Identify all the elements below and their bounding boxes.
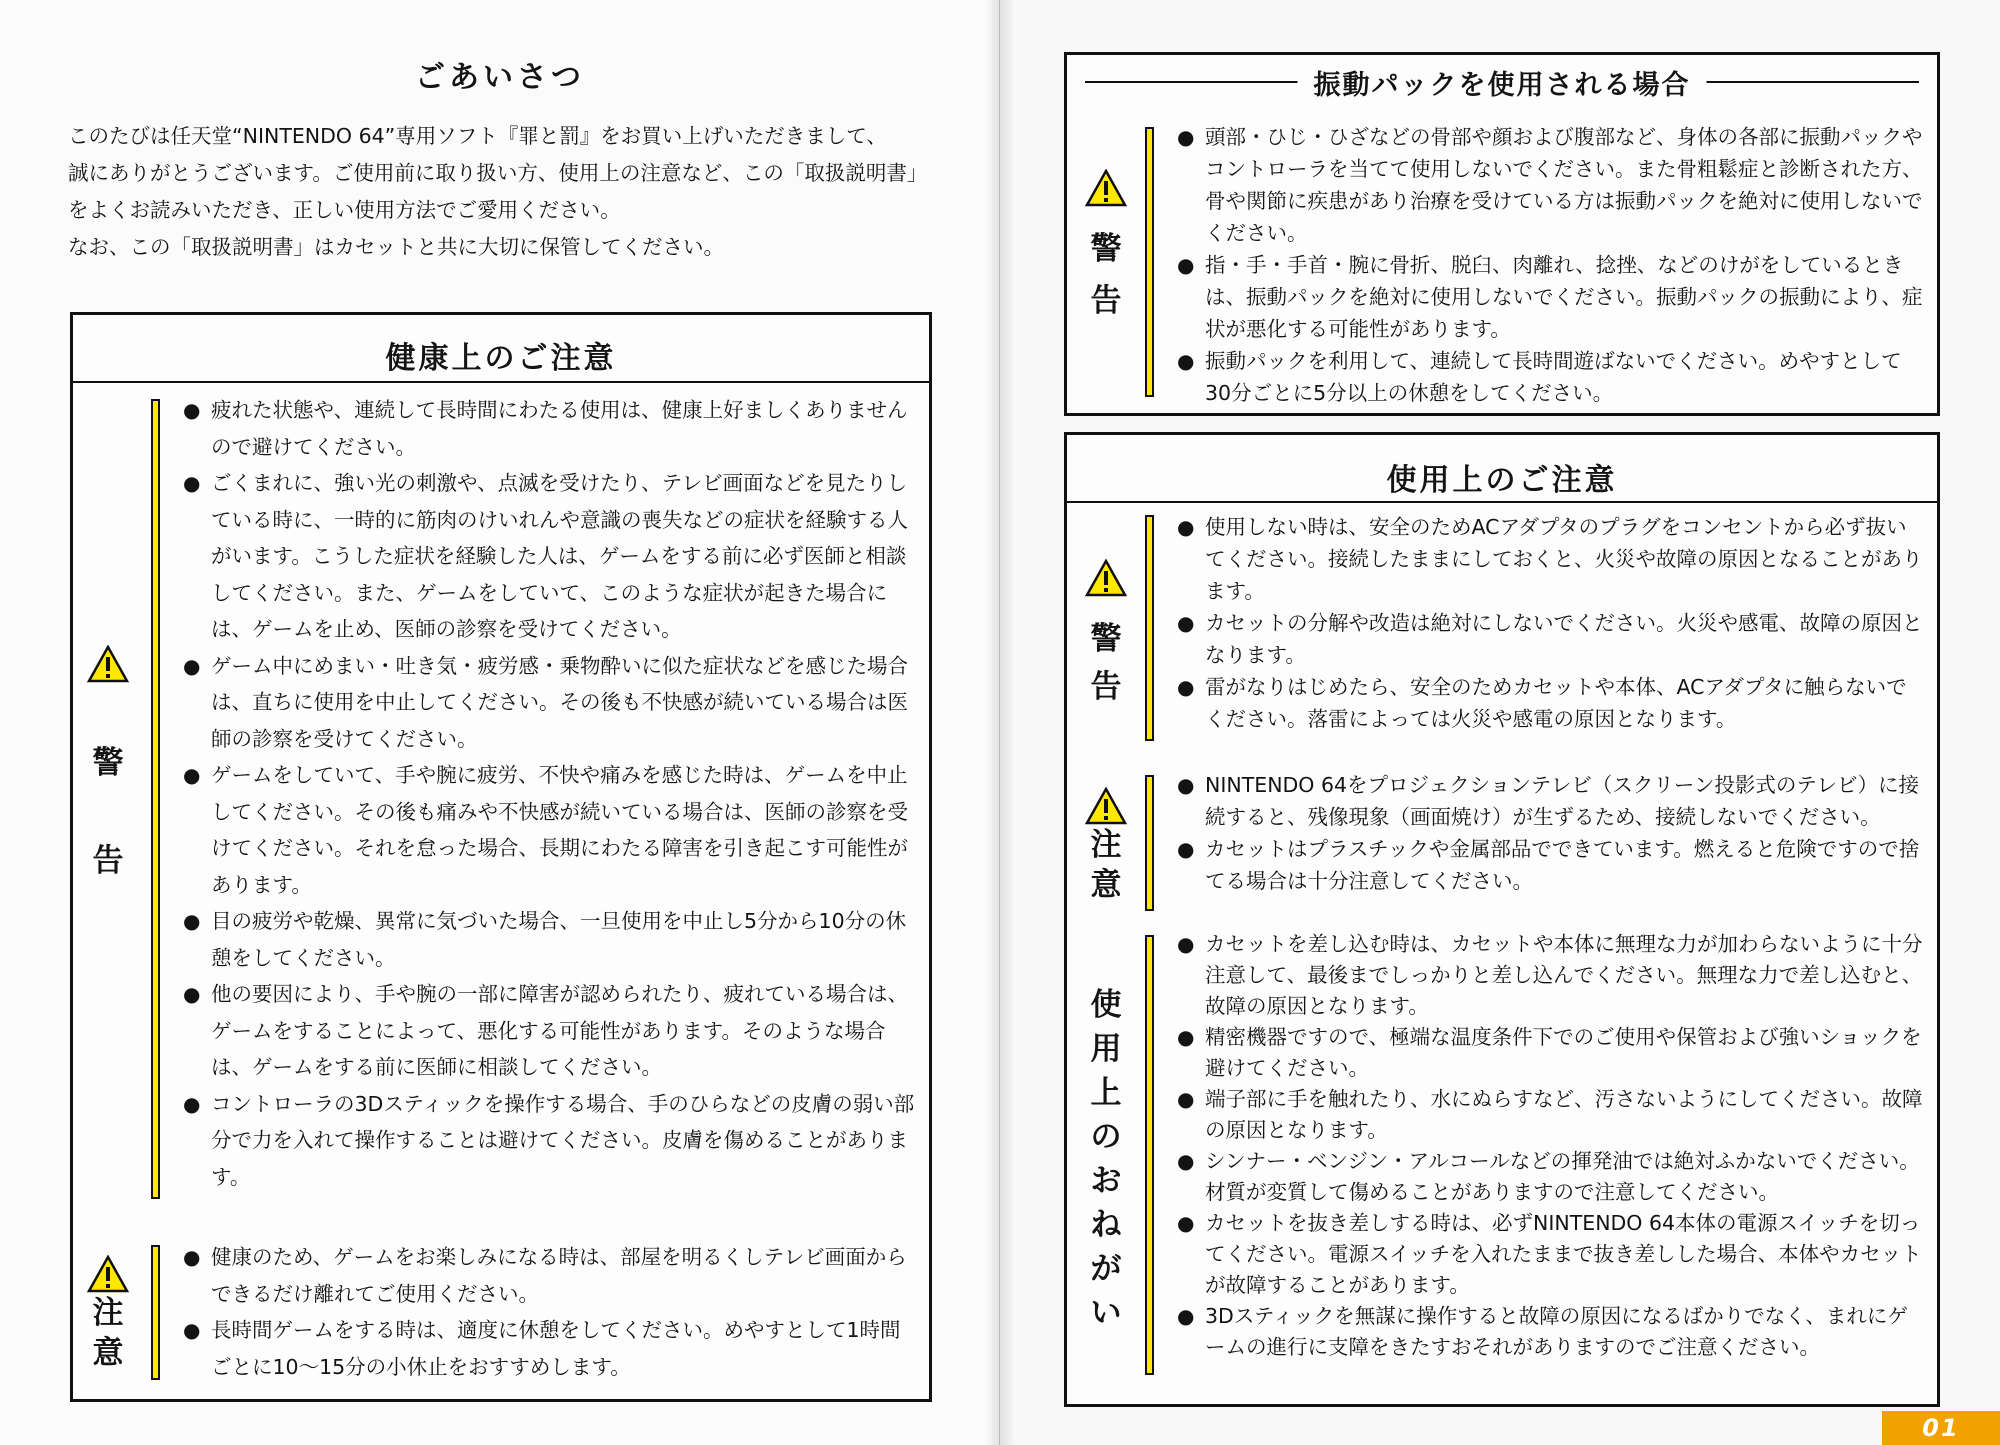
warning-label	[1081, 169, 1131, 321]
request-label-char: 使	[1090, 987, 1122, 1023]
list-item: ● 3Dスティックを無謀に操作すると故障の原因になるばかりでなく、まれにゲームの進行に支障をきたすおそれがありますのでご注意ください。	[1177, 1301, 1927, 1363]
caution-label-char: 意	[92, 1335, 124, 1371]
greeting-title: ごあいさつ	[415, 60, 585, 95]
warning-triangle-icon	[1085, 559, 1127, 597]
usage-notice-box	[1064, 432, 1940, 1407]
health-notice-box	[70, 312, 932, 1402]
list-item: ● ゲームをしていて、手や腕に疲労、不快や痛みを感じた時は、ゲームを中止してください。その後も痛みや不快感が続いている場合は、医師の診察を受けてください。それを怠った場合、長期にわたる障害を引き起こす可能性があります。	[183, 757, 918, 903]
list-item: ● 指・手・手首・腕に骨折、脱臼、肉離れ、捻挫、などのけがをしているときは、振動パックを絶対に使用しないでください。振動パックの振動により、症状が悪化する可能性があります。	[1177, 249, 1927, 345]
list-item: ● NINTENDO 64をプロジェクションテレビ（スクリーン投影式のテレビ）に接続すると、残像現象（画面焼け）が生ずるため、接続しないでください。	[1177, 769, 1927, 833]
usage-request-list	[1177, 929, 1927, 1363]
page-number: 01	[1882, 1411, 2000, 1445]
request-label-char: 用	[1090, 1031, 1122, 1067]
warning-label-char: 告	[92, 843, 124, 879]
health-notice-title: 健康上のご注意	[385, 341, 617, 376]
warning-triangle-icon	[87, 645, 129, 683]
list-item: ● 他の要因により、手や腕の一部に障害が認められたり、疲れている場合は、ゲームをすることによって、悪化する可能性があります。そのような場合は、ゲームをする前に医師に相談してください。	[183, 976, 918, 1086]
rumble-pak-list	[1177, 121, 1927, 409]
list-item: ● ゲーム中にめまい・吐き気・疲労感・乗物酔いに似た症状などを感じた場合は、直ちに使用を中止してください。その後も不快感が続いている場合は医師の診察を受けてください。	[183, 648, 918, 758]
book-spine	[985, 0, 1015, 1445]
greeting-line: をよくお読みいただき、正しい使用方法でご愛用ください。	[68, 198, 621, 222]
list-item: ● 長時間ゲームをする時は、適度に休憩をしてください。めやすとして1時間ごとに10〜15分の小休止をおすすめします。	[183, 1312, 918, 1385]
caution-label-char: 注	[92, 1295, 124, 1331]
list-item: ● コントローラの3Dスティックを操作する場合、手のひらなどの皮膚の弱い部分で力を入れて操作することは避けてください。皮膚を傷めることがあります。	[183, 1086, 918, 1196]
warning-triangle-icon	[87, 1255, 129, 1293]
greeting-text	[68, 118, 968, 266]
list-item: ● 健康のため、ゲームをお楽しみになる時は、部屋を明るくしテレビ画面からできるだけ離れてご使用ください。	[183, 1239, 918, 1312]
list-item: ● カセットはプラスチックや金属部品でできています。燃えると危険ですので捨てる場合は十分注意してください。	[1177, 833, 1927, 897]
warning-triangle-icon	[1085, 169, 1127, 207]
list-item: ● カセットの分解や改造は絶対にしないでください。火災や感電、故障の原因となります。	[1177, 607, 1927, 671]
warning-label	[1081, 559, 1131, 707]
list-item: ● カセットを差し込む時は、カセットや本体に無理な力が加わらないように十分注意して、最後までしっかりと差し込んでください。無理な力で差し込むと、故障の原因となります。	[1177, 929, 1927, 1022]
request-label	[1081, 983, 1131, 1335]
list-item: ● 精密機器ですので、極端な温度条件下でのご使用や保管および強いショックを避けてください。	[1177, 1022, 1927, 1084]
request-label-char: い	[1090, 1295, 1122, 1331]
warning-label-char: 警	[92, 745, 124, 781]
list-item: ● カセットを抜き差しする時は、必ずNINTENDO 64本体の電源スイッチを切ってください。電源スイッチを入れたままで抜き差しした場合、本体やカセットが故障することがあります。	[1177, 1208, 1927, 1301]
health-warning-list	[183, 392, 918, 1195]
usage-notice-title: 使用上のご注意	[1386, 463, 1618, 498]
warning-label	[83, 645, 133, 881]
list-item: ● シンナー・ベンジン・アルコールなどの揮発油では絶対ふかないでください。材質が変質して傷めることがありますので注意してください。	[1177, 1146, 1927, 1208]
usage-caution-list	[1177, 769, 1927, 897]
list-item: ● 目の疲労や乾燥、異常に気づいた場合、一旦使用を中止し5分から10分の休憩をしてください。	[183, 903, 918, 976]
rumble-pak-title: 振動パックを使用される場合	[1298, 63, 1707, 102]
request-label-char: お	[1090, 1163, 1122, 1199]
list-item: ● 頭部・ひじ・ひざなどの骨部や顔および腹部など、身体の各部に振動パックやコントローラを当てて使用しないでください。また骨粗鬆症と診断された方、骨や関節に疾患があり治療を受けている方は振動パックを絶対に使用しないでください。	[1177, 121, 1927, 249]
warning-triangle-icon	[1085, 787, 1127, 825]
list-item: ● 疲れた状態や、連続して長時間にわたる使用は、健康上好ましくありませんので避けてください。	[183, 392, 918, 465]
greeting-line: このたびは任天堂“NINTENDO 64”専用ソフト『罪と罰』をお買い上げいただきまして、	[68, 124, 887, 148]
caution-label-char: 注	[1090, 827, 1122, 863]
greeting-line: なお、この「取扱説明書」はカセットと共に大切に保管してください。	[68, 235, 724, 259]
request-label-char: 上	[1090, 1075, 1122, 1111]
list-item: ● 振動パックを利用して、連続して長時間遊ばないでください。めやすとして30分ごとに5分以上の休憩をしてください。	[1177, 345, 1927, 409]
warning-label-char: 告	[1090, 283, 1122, 319]
list-item: ● ごくまれに、強い光の刺激や、点滅を受けたり、テレビ画面などを見たりしている時に、一時的に筋肉のけいれんや意識の喪失などの症状を経験する人がいます。こうした症状を経験した人は、ゲームをする前に必ず医師と相談してください。また、ゲームをしていて、このような症状が起きた場合には、ゲームを止め、医師の診察を受けてください。	[183, 465, 918, 648]
usage-warning-list	[1177, 511, 1927, 735]
request-label-char: ね	[1090, 1207, 1122, 1243]
caution-label	[83, 1255, 133, 1373]
list-item: ● 端子部に手を触れたり、水にぬらすなど、汚さないようにしてください。故障の原因となります。	[1177, 1084, 1927, 1146]
caution-label-char: 意	[1090, 867, 1122, 903]
right-page	[1000, 0, 2000, 1445]
health-caution-list	[183, 1239, 918, 1385]
warning-label-char: 警	[1090, 621, 1122, 657]
warning-label-char: 告	[1090, 669, 1122, 705]
caution-label	[1081, 787, 1131, 905]
request-label-char: が	[1090, 1251, 1122, 1287]
list-item: ● 使用しない時は、安全のためACアダプタのプラグをコンセントから必ず抜いてください。接続したままにしておくと、火災や故障の原因となることがあります。	[1177, 511, 1927, 607]
request-label-char: の	[1090, 1119, 1122, 1155]
greeting-line: 誠にありがとうございます。ご使用前に取り扱い方、使用上の注意など、この「取扱説明書」	[68, 161, 928, 185]
rumble-pak-box	[1064, 52, 1940, 416]
warning-label-char: 警	[1090, 231, 1122, 267]
list-item: ● 雷がなりはじめたら、安全のためカセットや本体、ACアダプタに触らないでください。落雷によっては火災や感電の原因となります。	[1177, 671, 1927, 735]
